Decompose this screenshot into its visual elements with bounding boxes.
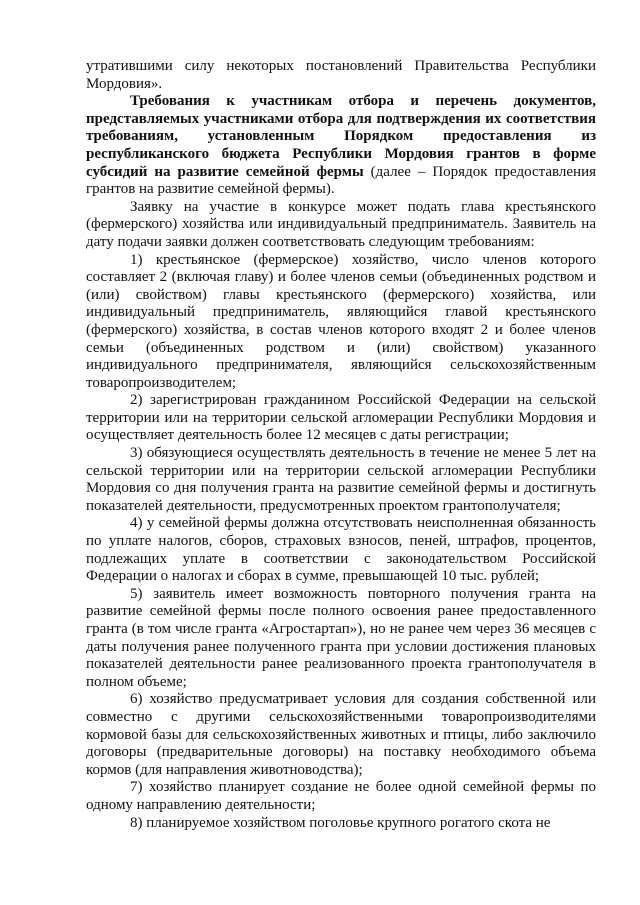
requirements-heading [86,93,596,199]
requirement-item-8: 8) планируемое хозяйством поголовье крупного рогатого скота не [130,814,551,831]
lead-paragraph: Заявку на участие в конкурсе может подать глава крестьянского (фермерского) хозяйства или индивидуальный предприниматель. Заявитель на дату подачи заявки должен соответствовать следующим требованиям: [86,198,596,250]
requirement-item-5: 5) заявитель имеет возможность повторного получения гранта на развитие семейной фермы после полного освоения ранее предоставленного гранта (в том числе гранта «Агростартап»), но не ранее чем через 36 месяцев с даты получения ранее полученного гранта при условии достижения плановых показателей деятельности ранее реализованного проекта грантополучателя в полном объеме; [86,585,596,690]
requirement-item-7: 7) хозяйство планирует создание не более одной семейной фермы по одному направлению деятельности; [86,779,596,813]
intro-tail-paragraph: утратившими силу некоторых постановлений Правительства Республики Мордовия». [86,58,596,92]
requirement-item-3: 3) обязующиеся осуществлять деятельность в течение не менее 5 лет на сельской территории или на территории сельской агломерации Республики Мордовия со дня получения гранта на развитие семейной фермы и достигнуть показателей деятельности, предусмотренных проектом грантополучателя; [86,445,596,514]
requirement-item-2: 2) зарегистрирован гражданином Российской Федерации на сельской территории или на территории сельской агломерации Республики Мордовия и осуществляет деятельность более 12 месяцев с даты регистрации; [86,392,596,444]
requirements-heading-rest: (далее – Порядок предоставления грантов на развитие семейной фермы). [86,163,596,198]
requirement-item-6: 6) хозяйство предусматривает условия для создания собственной или совместно с другими сельскохозяйственными товаропроизводителями кормовой базы для сельскохозяйственных животных и птицы, либо заключило договоры (предварительные договоры) на поставку необходимого объема кормов (для направления животноводства); [86,691,596,778]
requirement-item-1: 1) крестьянское (фермерское) хозяйство, число членов которого составляет 2 (включая главу) и более членов семьи (объединенных родством и (или) свойством) главы крестьянского (фермерского) хозяйства, или индивидуальный предприниматель, являющийся главой крестьянского (фермерского) хозяйства, в состав членов которого входят 2 и более членов семьи (объединенных родством и (или) свойством) указанного индивидуального предпринимателя, являющийся сельскохозяйственным товаропроизводителем; [86,251,596,391]
requirements-heading-bold: Требования к участникам отбора и перечень документов, представляемых участниками отбора для подтверждения их соответствия требованиям, установленным Порядком предоставления из республиканского бюджета Республики Мордовия грантов в форме субсидий на развитие семейной фермы [86,93,596,180]
requirement-item-4: 4) у семейной фермы должна отсутствовать неисполненная обязанность по уплате налогов, сборов, страховых взносов, пеней, штрафов, процентов, подлежащих уплате в соответствии с законодательством Российской Федерации о налогах и сборах в сумме, превышающей 10 тыс. рублей; [86,515,596,585]
